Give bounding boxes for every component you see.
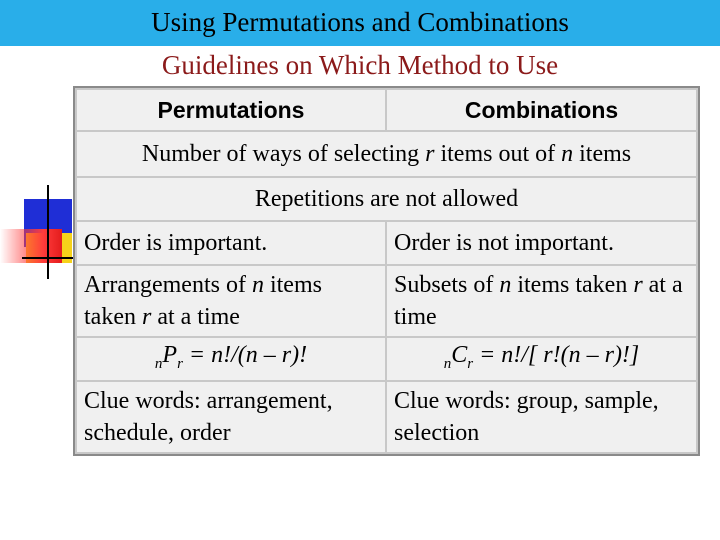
- comparison-table: [75, 88, 698, 454]
- table-row: [76, 131, 697, 177]
- deco-horizontal-line: [22, 257, 78, 259]
- table-row: [76, 221, 697, 265]
- formula-subscript: r: [177, 355, 183, 372]
- table-row: [76, 381, 697, 453]
- formula-prefix: n: [443, 355, 452, 372]
- formula-body: = n!/[ r!(n – r)!]: [473, 341, 640, 368]
- var-r: r: [141, 304, 152, 330]
- text-part: items taken: [84, 272, 322, 330]
- decorative-graphic: [0, 185, 80, 280]
- combination-formula-cell: [386, 337, 697, 381]
- clue-right-cell: Clue words: group, sample, selection: [386, 381, 697, 453]
- repetitions-cell: Repetitions are not allowed: [76, 177, 697, 221]
- table-row: [76, 337, 697, 381]
- arrangements-cell: [76, 265, 386, 337]
- text-part: at a time: [394, 272, 683, 330]
- var-r: r: [425, 141, 435, 167]
- order-right-cell: Order is not important.: [386, 221, 697, 265]
- text-part: items out of: [434, 141, 562, 167]
- text-part: items: [573, 141, 632, 167]
- permutation-formula-cell: [76, 337, 386, 381]
- var-n: n: [561, 141, 574, 167]
- clue-left-cell: Clue words: arrangement, schedule, order: [76, 381, 386, 453]
- formula-symbol: C: [451, 341, 468, 368]
- header-combinations: Combinations: [386, 89, 697, 131]
- table-row: [76, 265, 697, 337]
- text-part: Arrangements of: [84, 272, 252, 298]
- var-r: r: [633, 272, 643, 298]
- formula-body: = n!/(n – r)!: [182, 341, 308, 368]
- formula-prefix: n: [154, 355, 163, 372]
- selection-cell: [76, 131, 697, 177]
- header-permutations: Permutations: [76, 89, 386, 131]
- text-part: items taken: [511, 272, 634, 298]
- table-header-row: [76, 89, 697, 131]
- text-part: Subsets of: [394, 272, 500, 298]
- table-row: [76, 177, 697, 221]
- order-left-cell: Order is important.: [76, 221, 386, 265]
- deco-vertical-line: [47, 185, 49, 279]
- text-part: at a time: [151, 304, 240, 330]
- formula-subscript: r: [467, 355, 474, 372]
- var-n: n: [251, 272, 264, 298]
- slide-title: Using Permutations and Combinations: [151, 7, 569, 37]
- text-part: Number of ways of selecting: [141, 141, 426, 167]
- slide-subtitle: Guidelines on Which Method to Use: [161, 50, 559, 80]
- var-n: n: [499, 272, 512, 298]
- formula-symbol: P: [162, 341, 178, 368]
- subsets-cell: [386, 265, 697, 337]
